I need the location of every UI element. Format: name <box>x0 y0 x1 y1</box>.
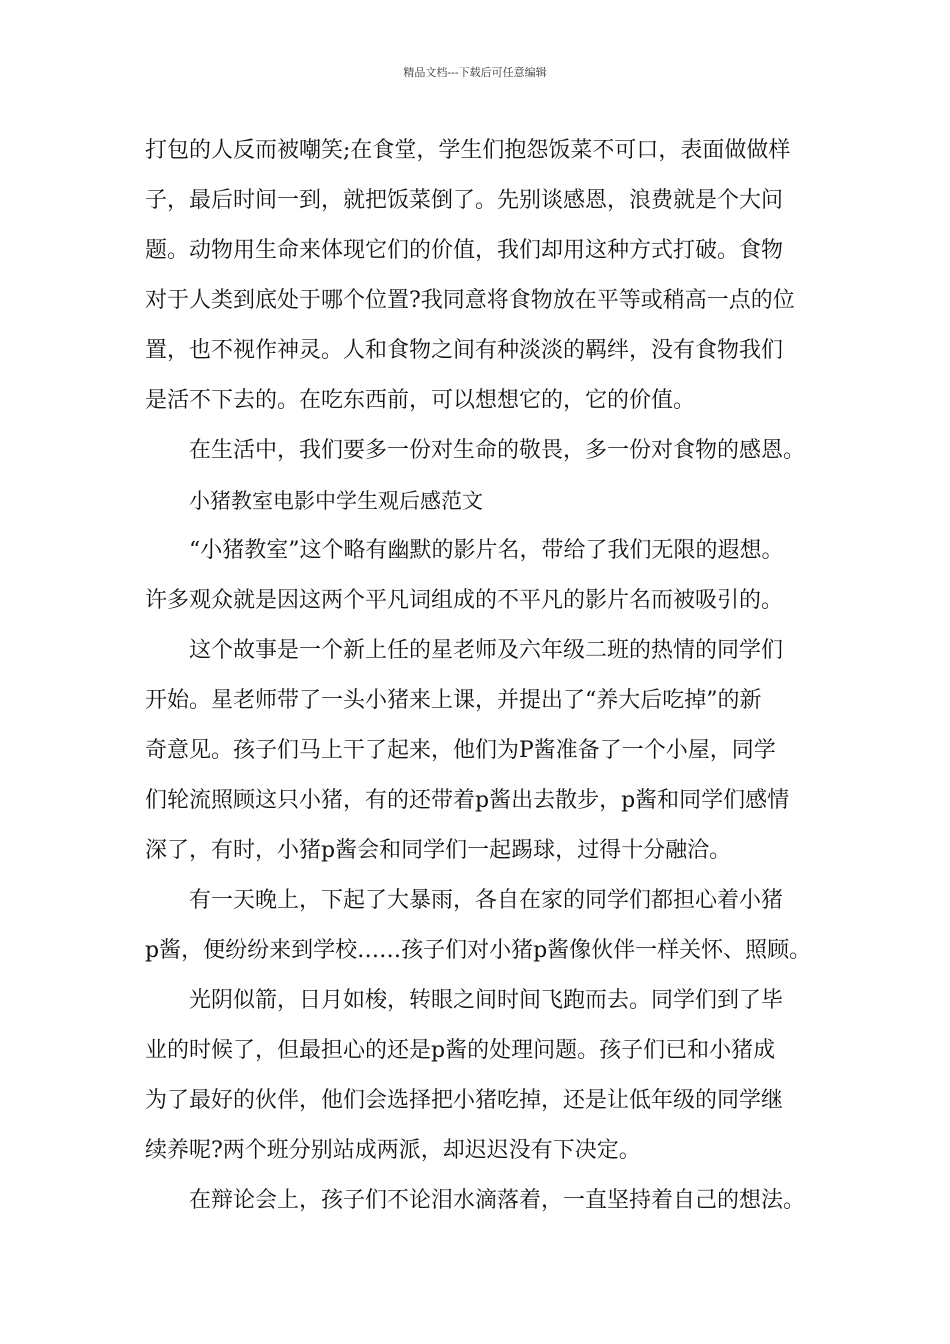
text-line: 为了最好的伙伴，他们会选择把小猪吃掉，还是让低年级的同学继 <box>145 1088 784 1113</box>
text-line: 对于人类到底处于哪个位置?我同意将食物放在平等或稍高一点的位 <box>145 288 795 313</box>
page-header: 精品文档---下载后可任意编辑 <box>403 66 547 79</box>
text-line: 置，也不视作神灵。人和食物之间有种淡淡的羁绊，没有食物我们 <box>145 338 784 363</box>
text-line: 们轮流照顾这只小猪，有的还带着p酱出去散步，p酱和同学们感情 <box>145 788 790 813</box>
section-title: 小猪教室电影中学生观后感范文 <box>189 489 483 513</box>
paragraph-start: “小猪教室”这个略有幽默的影片名，带给了我们无限的遐想。 <box>189 538 784 563</box>
paragraph-start: 在辩论会上，孩子们不论泪水滴落着，一直坚持着自己的想法。 <box>189 1188 806 1213</box>
text-line: 开始。星老师带了一头小猪来上课，并提出了“养大后吃掉”的新 <box>145 688 762 713</box>
paragraph-start: 光阴似箭，日月如梭，转眼之间时间飞跑而去。同学们到了毕 <box>189 988 784 1013</box>
paragraph-start: 在生活中，我们要多一份对生命的敬畏，多一份对食物的感恩。 <box>189 438 806 463</box>
text-line: 深了，有时，小猪p酱会和同学们一起踢球，过得十分融洽。 <box>145 838 732 863</box>
text-line: 续养呢?两个班分别站成两派，却迟迟没有下决定。 <box>145 1138 641 1163</box>
text-line: 业的时候了，但最担心的还是p酱的处理问题。孩子们已和小猪成 <box>145 1038 776 1063</box>
text-line: 打包的人反而被嘲笑;在食堂，学生们抱怨饭菜不可口，表面做做样 <box>145 138 791 163</box>
text-line: 许多观众就是因这两个平凡词组成的不平凡的影片名而被吸引的。 <box>145 588 784 613</box>
text-line: 奇意见。孩子们马上干了起来，他们为P酱准备了一个小屋，同学 <box>145 738 776 763</box>
text-line: 子，最后时间一到，就把饭菜倒了。先别谈感恩，浪费就是个大问 <box>145 188 784 213</box>
paragraph-start: 有一天晚上，下起了大暴雨，各自在家的同学们都担心着小猪 <box>189 888 784 913</box>
text-line: 题。动物用生命来体现它们的价值，我们却用这种方式打破。食物 <box>145 238 784 263</box>
document-body <box>145 126 835 1226</box>
text-line: 是活不下去的。在吃东西前，可以想想它的，它的价值。 <box>145 388 696 413</box>
paragraph-start: 这个故事是一个新上任的星老师及六年级二班的热情的同学们 <box>189 638 784 663</box>
text-line: p酱，便纷纷来到学校……孩子们对小猪p酱像伙伴一样关怀、照顾。 <box>145 938 812 963</box>
